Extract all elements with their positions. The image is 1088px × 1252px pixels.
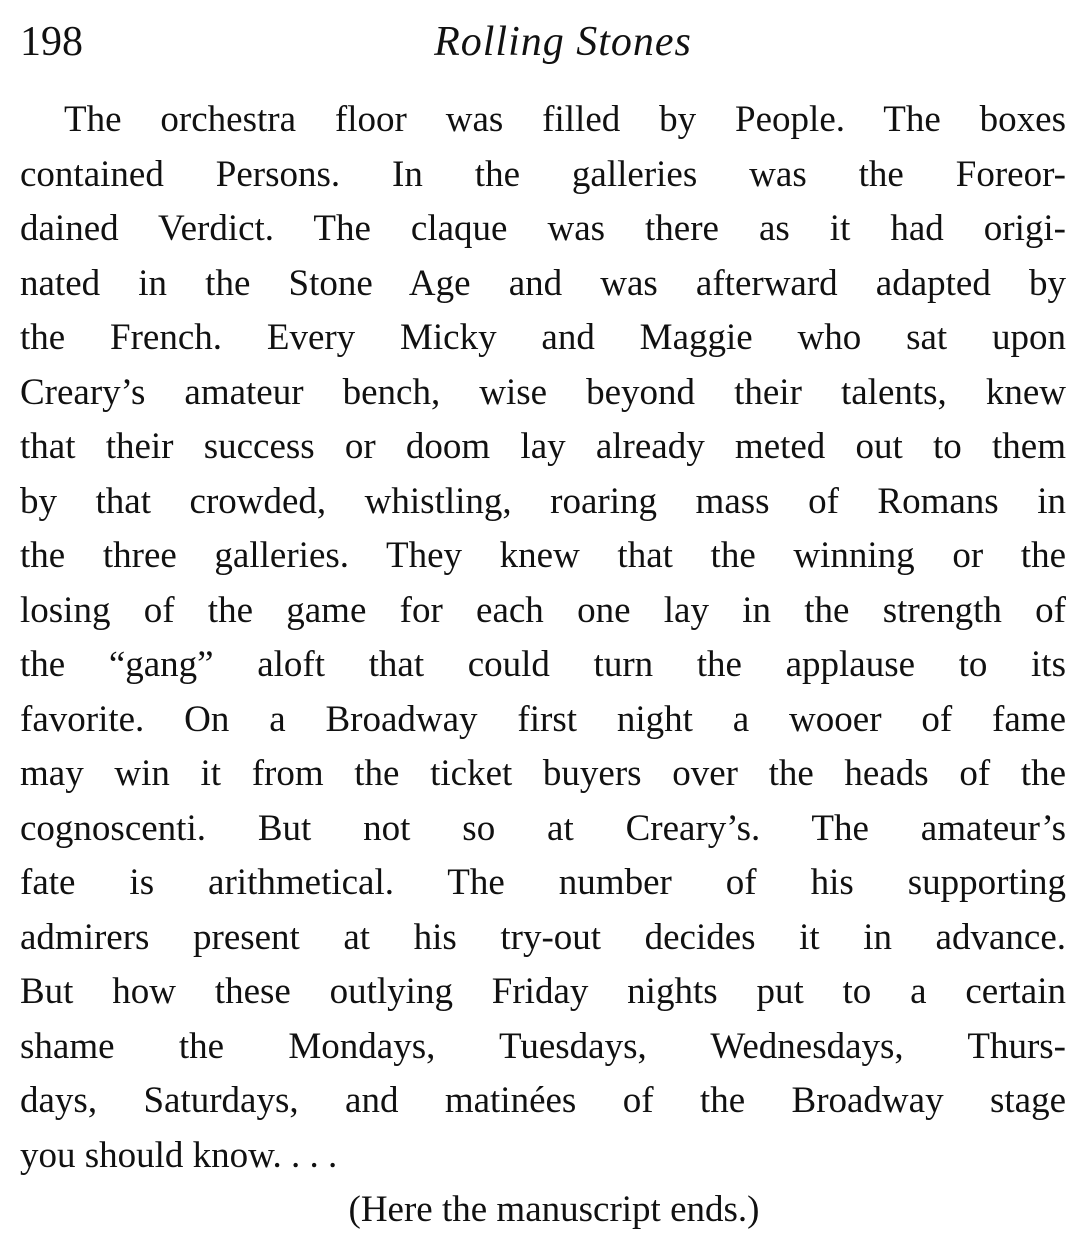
text-line: may win it from the ticket buyers over the heads of the	[20, 753, 1066, 794]
text-line: shame the Mondays, Tuesdays, Wednesdays, Thurs-	[20, 1025, 1066, 1067]
running-head	[20, 12, 1066, 72]
text-line: the three galleries. They knew that the winning or the	[20, 535, 1066, 576]
text-line: the French. Every Micky and Maggie who sat upon	[20, 317, 1066, 358]
text-line: cognoscenti. But not so at Creary’s. The amateur’s	[20, 807, 1066, 849]
text-line: dained Verdict. The claque was there as it had origi-	[20, 208, 1066, 249]
text-line: losing of the game for each one lay in the strength of	[20, 589, 1066, 631]
text-line: the “gang” aloft that could turn the applause to its	[20, 644, 1066, 685]
text-line: contained Persons. In the galleries was the Foreor-	[20, 153, 1066, 195]
text-line: by that crowded, whistling, roaring mass of Romans in	[20, 480, 1066, 522]
text-line: favorite. On a Broadway first night a wooer of fame	[20, 698, 1066, 740]
text-line: nated in the Stone Age and was afterward adapted by	[20, 262, 1066, 304]
body-paragraph	[20, 93, 1066, 1183]
text-line: days, Saturdays, and matinées of the Broadway stage	[20, 1080, 1066, 1121]
text-line: fate is arithmetical. The number of his supporting	[20, 862, 1066, 903]
text-line: that their success or doom lay already meted out to them	[20, 426, 1066, 467]
text-line: The orchestra floor was filled by People. The boxes	[64, 99, 1066, 140]
text-line: admirers present at his try-out decides it in advance.	[20, 916, 1066, 958]
text-line: Creary’s amateur bench, wise beyond their talents, knew	[20, 371, 1066, 413]
text-line: you should know. . . .	[20, 1134, 338, 1176]
text-line: But how these outlying Friday nights put to a certain	[20, 971, 1066, 1012]
page-number: 198	[20, 19, 83, 65]
closing-note: (Here the manuscript ends.)	[348, 1189, 760, 1230]
running-title: Rolling Stones	[434, 19, 692, 65]
